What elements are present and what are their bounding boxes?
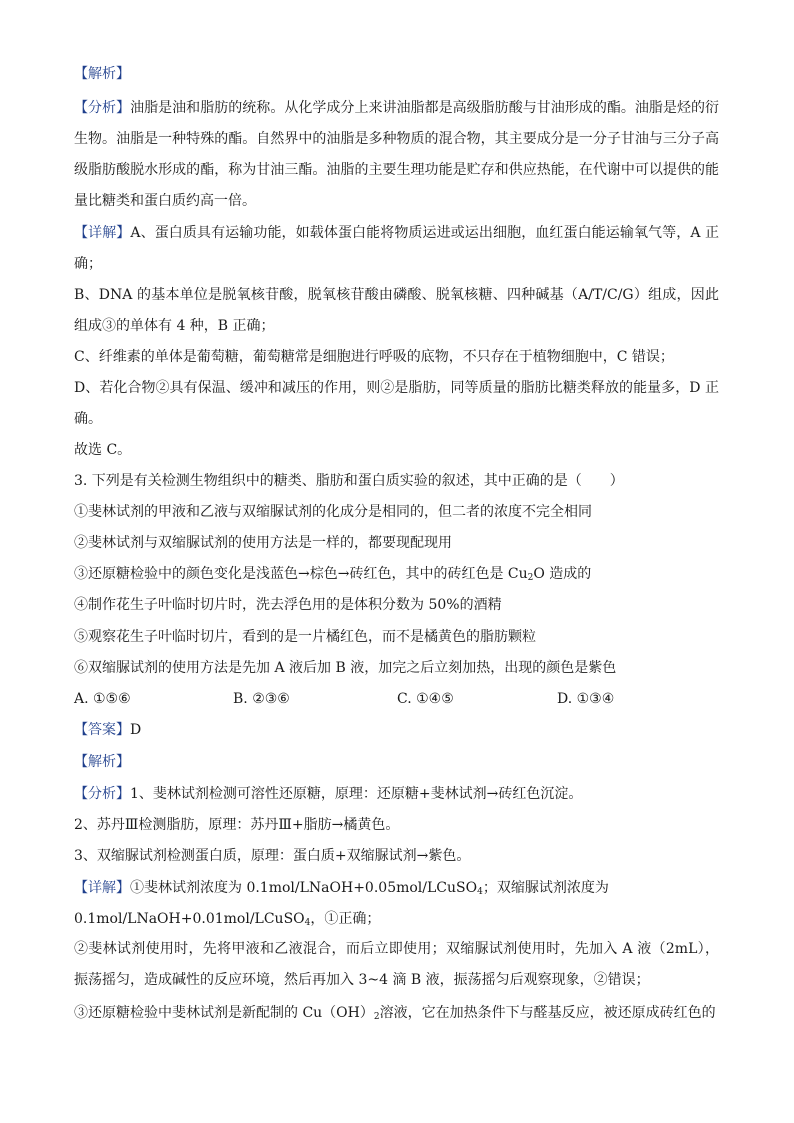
option-b: B. ②③⑥	[233, 691, 290, 707]
detail-c-paragraph: C、纤维素的单体是葡萄糖，葡萄糖常是细胞进行呼吸的底物，不只存在于植物细胞中，C 错误；	[74, 349, 674, 365]
analysis-line-3: 3、双缩脲试剂检测蛋白质，原理：蛋白质+双缩脲试剂→紫色。	[74, 848, 471, 864]
conclusion-line: 故选 C。	[74, 442, 132, 458]
analysis-line-1: 【分析】1、斐林试剂检测可溶性还原糖，原理：还原糖+斐林试剂→砖红色沉淀。	[74, 786, 583, 802]
analysis-line-2: 2、苏丹Ⅲ检测脂肪，原理：苏丹Ⅲ+脂肪→橘黄色。	[74, 817, 400, 833]
answer-line: 【答案】D	[74, 722, 142, 738]
detail-b-paragraph: B、DNA 的基本单位是脱氧核苷酸，脱氧核苷酸由磷酸、脱氧核糖、四种碱基（A/T/C/G）组成，因此组成③的单体有 4 种，B 正确；	[74, 287, 719, 334]
question-3-stem: 3. 下列是有关检测生物组织中的糖类、脂肪和蛋白质实验的叙述，其中正确的是（ ）	[74, 473, 624, 489]
analysis-paragraph: 【分析】油脂是油和脂肪的统称。从化学成分上来讲油脂都是高级脂肪酸与甘油形成的酯。油脂是烃的衍生物。油脂是一种特殊的酯。自然界中的油脂是多种物质的混合物，其主要成分是一分子甘油与三分子高级脂肪酸脱水形成的酯，称为甘油三酯。油脂的主要生理功能是贮存和供应热能，在代谢中可以提供的能量比糖类和蛋白质约高一倍。	[74, 100, 720, 209]
option-d: D. ①③④	[557, 691, 615, 707]
statement-3: ③还原糖检验中的颜色变化是浅蓝色→棕色→砖红色，其中的砖红色是 $Cu_2O$ 造成的	[74, 566, 592, 583]
statement-2: ②斐林试剂与双缩脲试剂的使用方法是一样的，都要现配现用	[74, 535, 452, 551]
detail-line-3: ③还原糖检验中斐林试剂是新配制的 $Cu(OH)_2$溶液，它在加热条件下与醛基反应，被还原成砖红色的	[74, 1005, 716, 1022]
statement-5: ⑤观察花生子叶临时切片，看到的是一片橘红色，而不是橘黄色的脂肪颗粒	[74, 629, 536, 645]
option-a: A. ①⑤⑥	[74, 691, 131, 707]
option-c: C. ①④⑤	[397, 691, 454, 707]
jiexi-heading-2: 【解析】	[74, 754, 130, 770]
statement-6: ⑥双缩脲试剂的使用方法是先加 A 液后加 B 液，加完之后立刻加热，出现的颜色是紫色	[74, 660, 617, 676]
detail-line-1: 【详解】①斐林试剂浓度为 0.1mol/LNaOH+0.05mol/LCuSO$_4$；双缩脲试剂浓度为	[74, 880, 609, 897]
detail-a-paragraph: 【详解】A、蛋白质具有运输功能，如载体蛋白能将物质运进或运出细胞，血红蛋白能运输氧气等，A 正确；	[74, 225, 720, 272]
detail-line-2: 0.1mol/LNaOH+0.01mol/LCuSO$_4$，①正确；	[74, 911, 381, 928]
jiexi-heading: 【解析】	[74, 66, 130, 82]
detail-d-paragraph: D、若化合物②具有保温、缓冲和减压的作用，则②是脂肪，同等质量的脂肪比糖类释放的能量多，D 正确。	[74, 380, 719, 427]
detail-paragraph-2: ②斐林试剂使用时，先将甲液和乙液混合，而后立即使用；双缩脲试剂使用时，先加入 A 液（2mL），振荡摇匀，造成碱性的反应环境，然后再加入 3~4 滴 B 液，振荡摇匀后观察现象，②错误；	[74, 941, 719, 988]
statement-1: ①斐林试剂的甲液和乙液与双缩脲试剂的化成分是相同的，但二者的浓度不完全相同	[74, 504, 592, 520]
statement-4: ④制作花生子叶临时切片时，洗去浮色用的是体积分数为 50%的酒精	[74, 597, 502, 613]
